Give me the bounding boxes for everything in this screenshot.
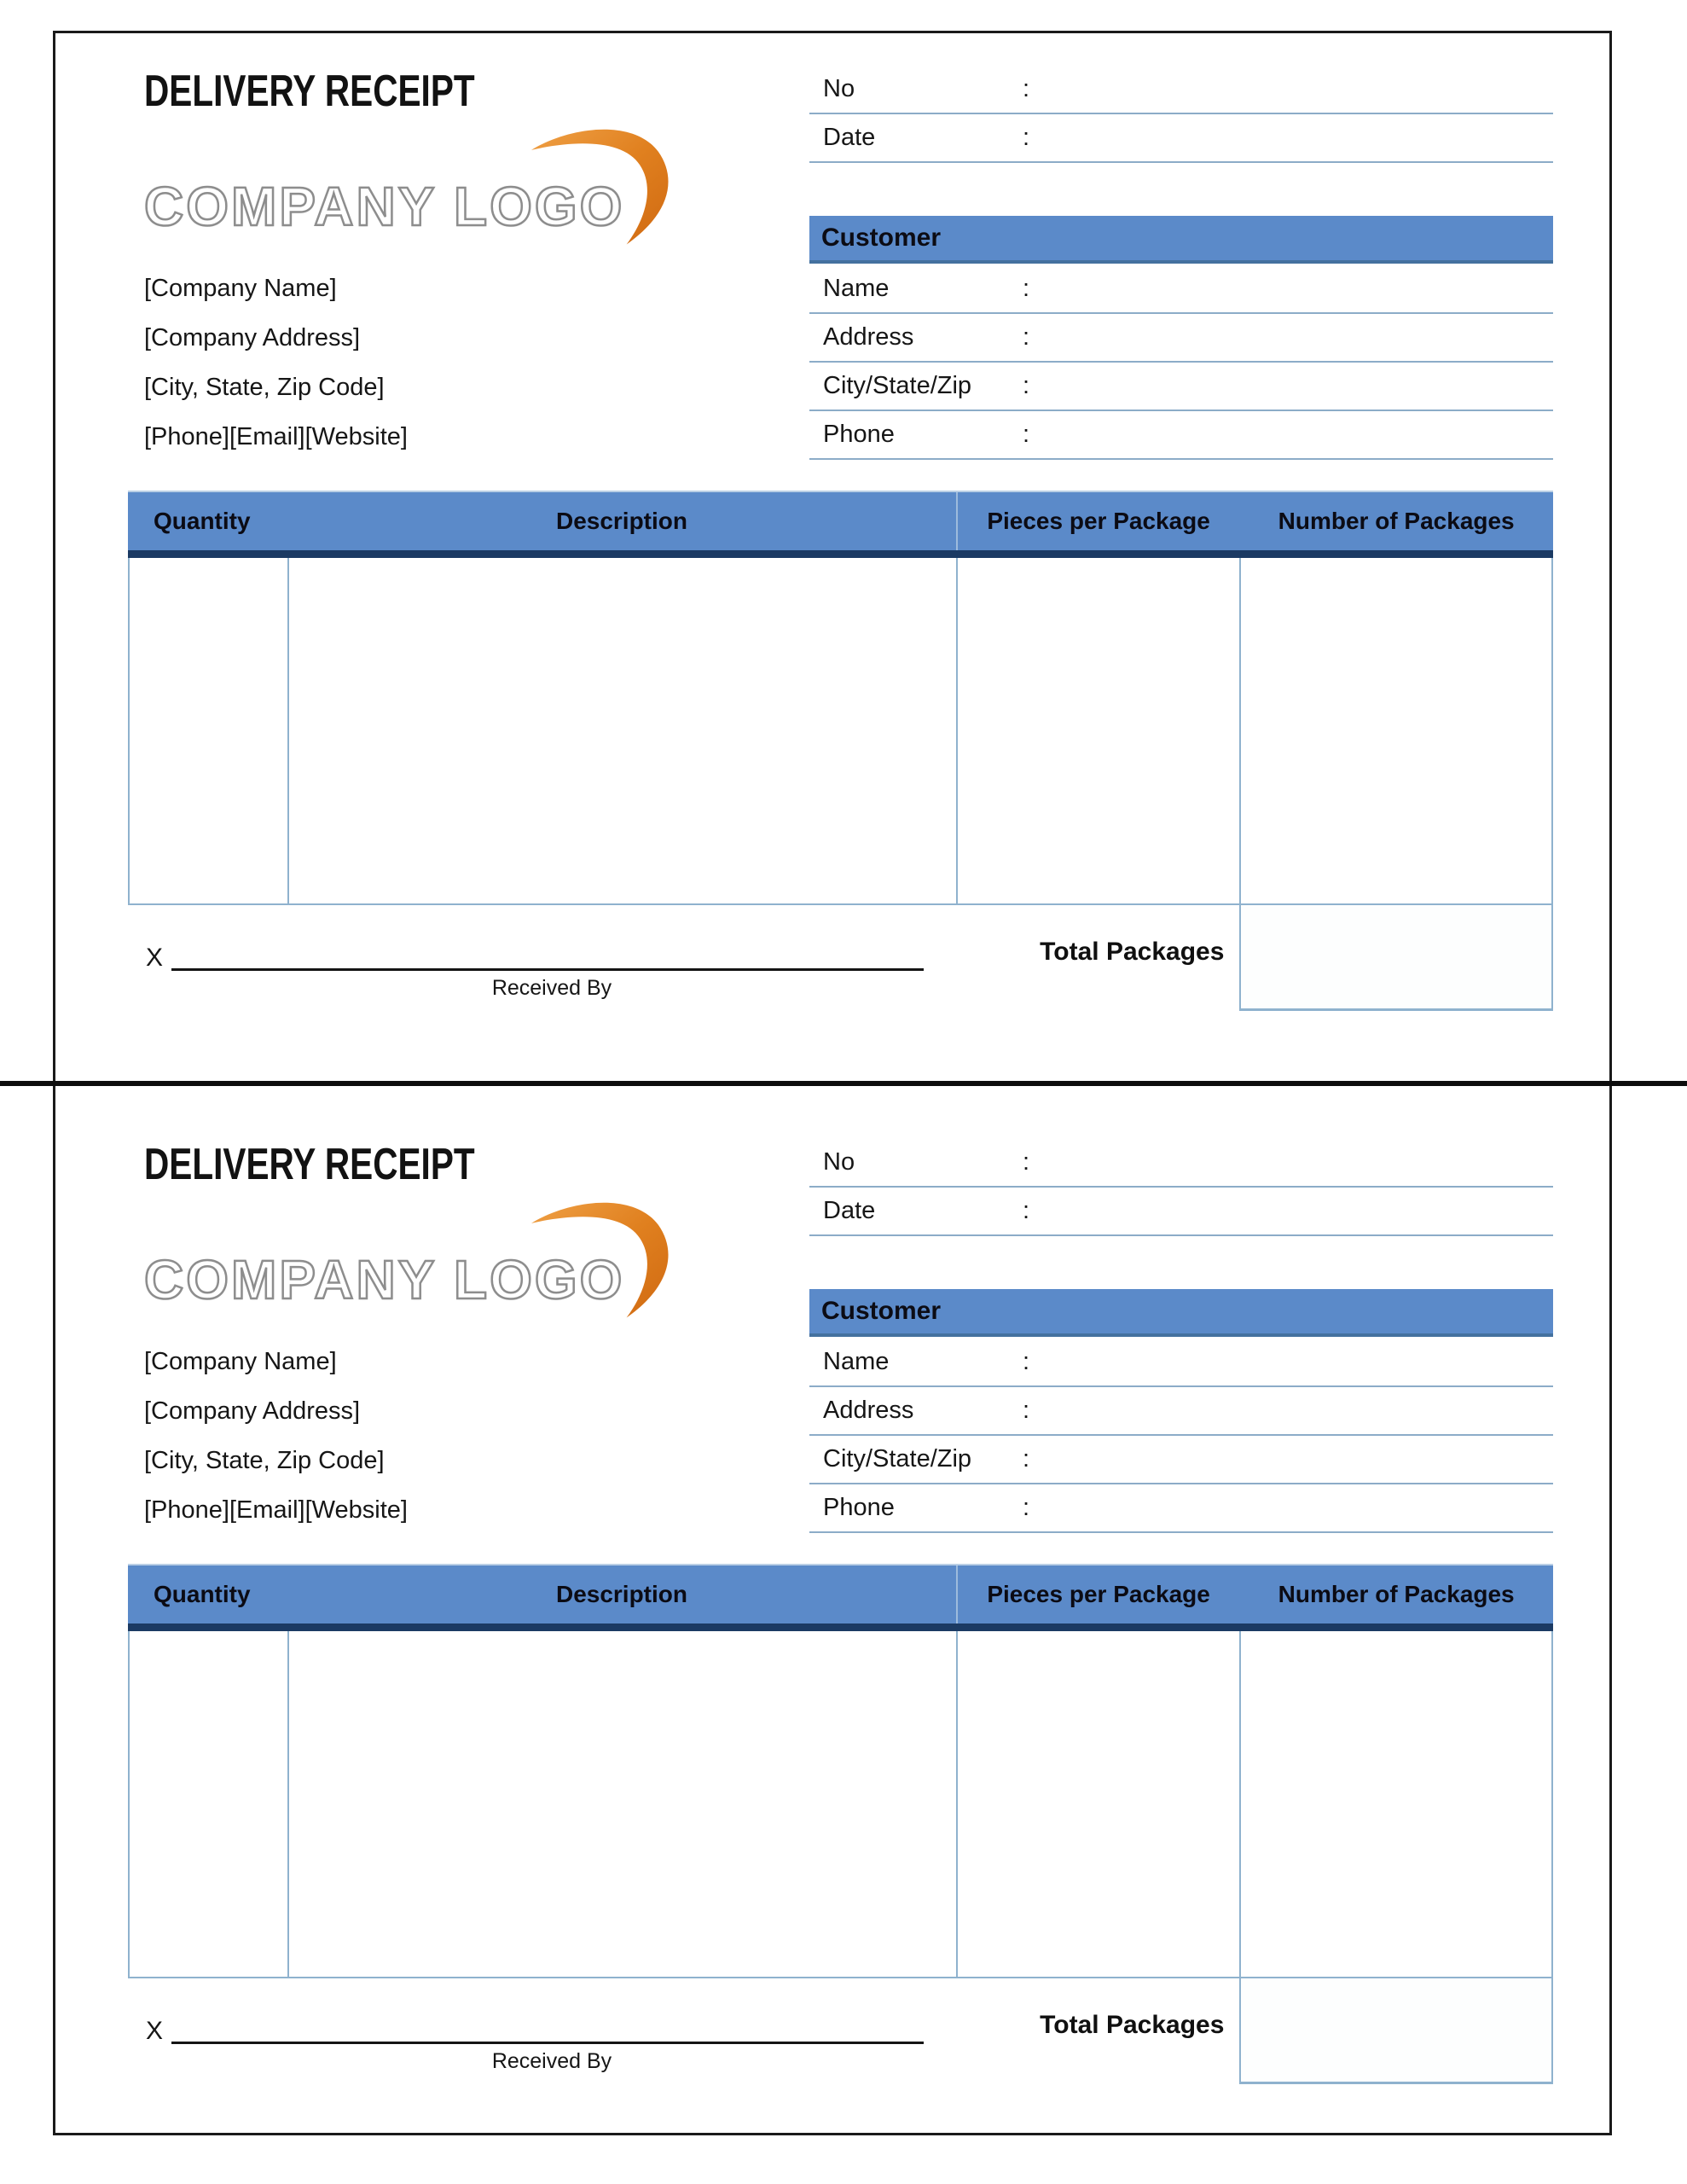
field-colon: : [1023,1397,1030,1424]
field-date-label: Date [823,1197,876,1224]
table-header-divider [128,550,1553,558]
logo-swoosh-icon [526,1194,693,1321]
receipt-fields-column [809,66,1553,462]
header-quantity: Quantity [154,508,251,534]
header-pieces-per-package: Pieces per Package [956,492,1240,550]
company-address-placeholder: [Company Address] [144,1397,361,1425]
total-packages-box[interactable] [1239,905,1553,1011]
field-colon: : [1023,323,1030,351]
field-city-label: City/State/Zip [823,1445,972,1472]
company-name-placeholder: [Company Name] [144,275,337,302]
header-description: Description [555,1581,687,1607]
receipt-header-row [144,33,1553,462]
total-packages-label: Total Packages [1040,2011,1225,2039]
field-customer-address [809,314,1553,363]
signature-line[interactable] [171,2016,924,2044]
field-customer-citystatezip [809,363,1553,411]
field-colon: : [1023,1445,1030,1472]
items-table [128,491,1553,1014]
signature-area [146,943,924,1001]
company-info [144,264,809,462]
field-phone-label: Phone [823,1494,895,1521]
field-colon: : [1023,1197,1030,1224]
field-no [809,66,1553,114]
received-by-caption: Received By [491,2049,612,2073]
cell-quantity[interactable] [128,558,287,903]
signature-x-mark: X [146,2017,164,2045]
company-address-placeholder: [Company Address] [144,324,361,351]
signature-x-mark: X [146,944,164,972]
company-contact-placeholder: [Phone][Email][Website] [144,423,408,450]
field-name-label: Name [823,275,890,302]
company-city-placeholder: [City, State, Zip Code] [144,374,385,401]
field-customer-phone [809,411,1553,460]
total-packages-box[interactable] [1239,1978,1553,2084]
items-table-header [128,1564,1553,1623]
field-no-label: No [823,75,855,102]
header-pieces-per-package: Pieces per Package [956,1565,1240,1623]
page-divider [0,1081,1687,1086]
field-date [809,1188,1553,1236]
receipt-footer [128,905,1553,1014]
cell-number-of-packages[interactable] [1239,1631,1553,1977]
field-name-label: Name [823,1348,890,1375]
company-city-placeholder: [City, State, Zip Code] [144,1447,385,1474]
signature-line[interactable] [171,943,924,971]
company-logo [144,1194,707,1323]
field-colon: : [1023,1348,1030,1375]
cell-pieces-per-package[interactable] [956,558,1240,903]
items-table-body [128,1631,1553,1978]
field-city-label: City/State/Zip [823,372,972,399]
field-customer-citystatezip [809,1436,1553,1484]
header-quantity: Quantity [154,1581,251,1607]
field-colon: : [1023,75,1030,102]
header-number-of-packages: Number of Packages [1278,508,1515,534]
field-phone-label: Phone [823,421,895,448]
field-date-label: Date [823,124,876,151]
field-address-label: Address [823,1397,914,1424]
field-colon: : [1023,275,1030,302]
field-customer-name [809,1339,1553,1387]
customer-section-header: Customer [809,1289,1553,1337]
field-colon: : [1023,1148,1030,1176]
field-colon: : [1023,1494,1030,1521]
page-title: DELIVERY RECEIPT [144,1140,475,1189]
cell-number-of-packages[interactable] [1239,558,1553,903]
cell-pieces-per-package[interactable] [956,1631,1240,1977]
field-colon: : [1023,124,1030,151]
items-table [128,1564,1553,2088]
cell-description[interactable] [287,558,956,903]
items-table-body [128,558,1553,905]
header-description: Description [555,508,687,534]
field-customer-name [809,265,1553,314]
items-table-header [128,491,1553,550]
field-address-label: Address [823,323,914,351]
company-block [144,66,809,462]
field-customer-address [809,1387,1553,1436]
total-packages-label: Total Packages [1040,938,1225,966]
receipt-copy-bottom [55,1091,1609,2133]
field-no [809,1139,1553,1188]
logo-swoosh-icon [526,120,693,248]
receipt-copy-top [55,33,1609,1081]
cell-quantity[interactable] [128,1631,287,1977]
customer-section-header: Customer [809,216,1553,264]
field-colon: : [1023,421,1030,448]
field-no-label: No [823,1148,855,1176]
field-customer-phone [809,1484,1553,1533]
company-block [144,1139,809,1535]
company-logo-text: COMPANY LOGO [144,176,625,237]
signature-area [146,2016,924,2074]
company-info [144,1337,809,1535]
company-logo-text: COMPANY LOGO [144,1249,625,1310]
table-header-divider [128,1623,1553,1631]
cell-description[interactable] [287,1631,956,1977]
receipt-fields-column [809,1139,1553,1535]
company-contact-placeholder: [Phone][Email][Website] [144,1496,408,1524]
company-name-placeholder: [Company Name] [144,1348,337,1375]
receipt-footer [128,1978,1553,2088]
field-colon: : [1023,372,1030,399]
header-number-of-packages: Number of Packages [1278,1581,1515,1607]
receipt-header-row [144,1091,1553,1535]
received-by-caption: Received By [491,976,612,1000]
company-logo [144,120,707,250]
field-date [809,114,1553,163]
page-title: DELIVERY RECEIPT [144,67,475,116]
